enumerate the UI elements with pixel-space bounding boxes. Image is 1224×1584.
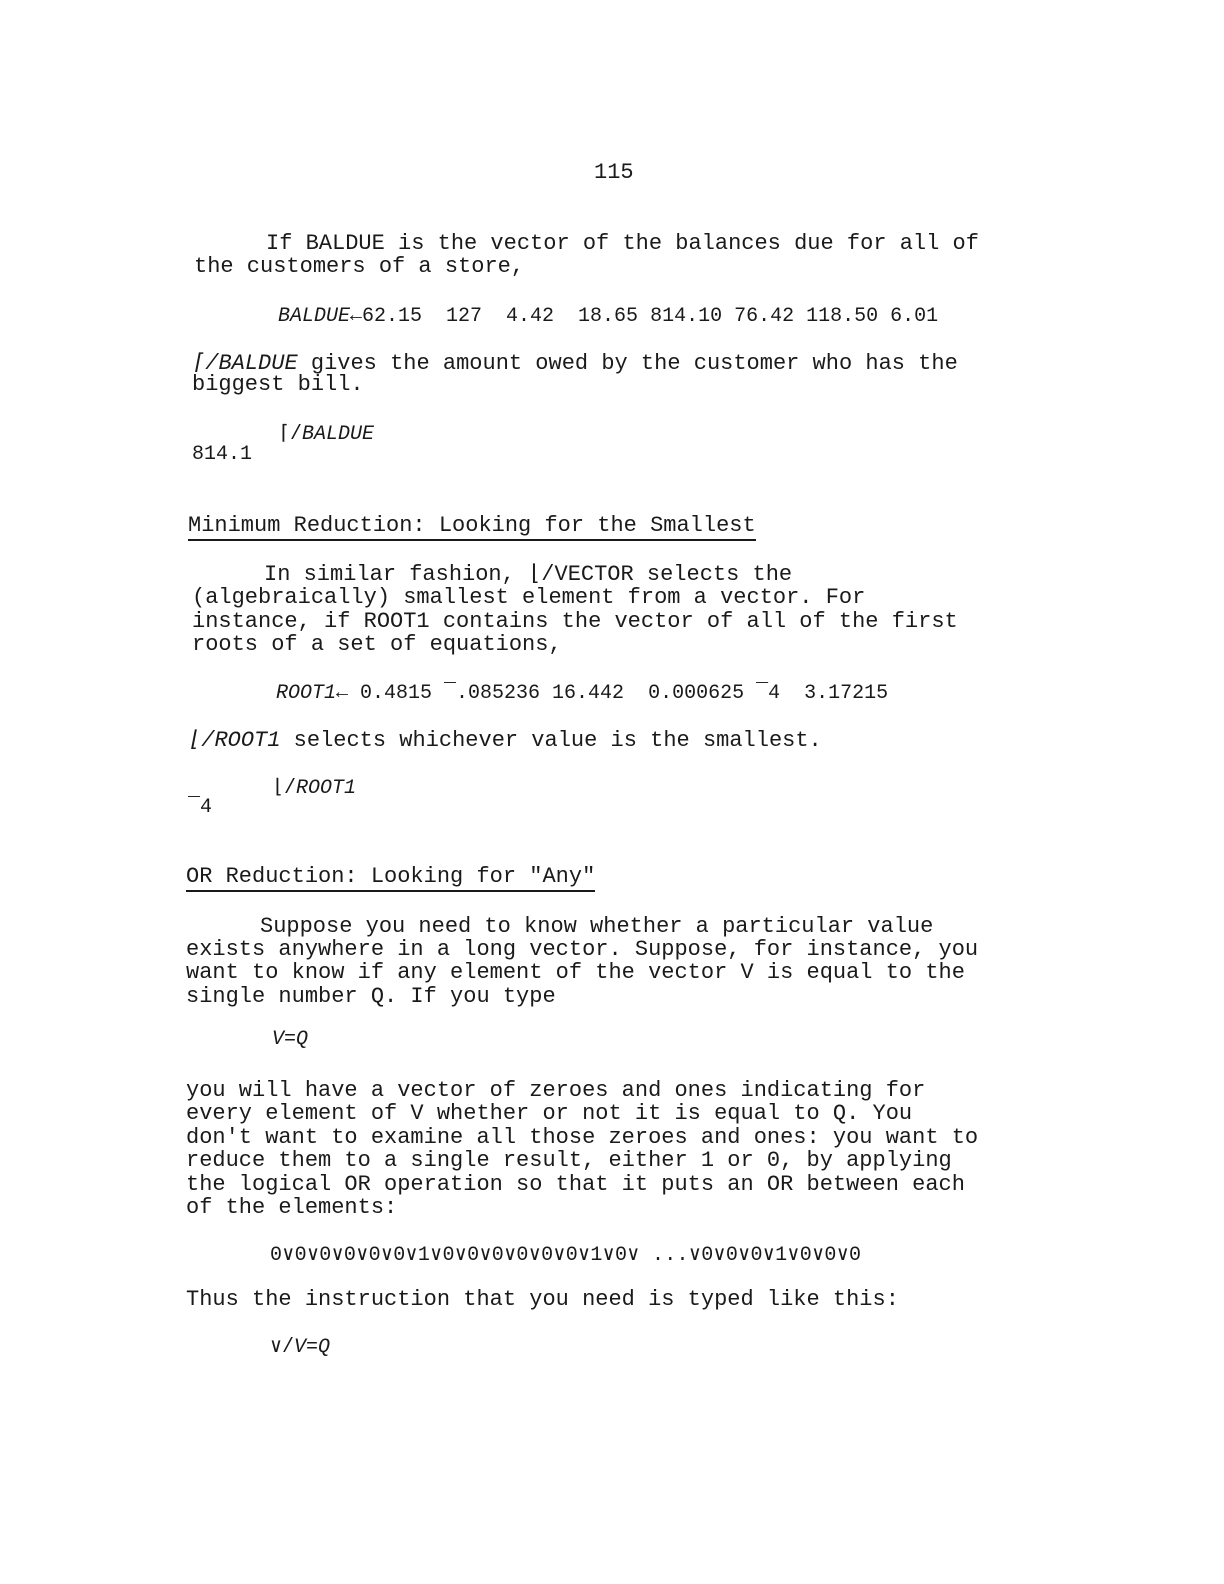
- paragraph-line: the logical OR operation so that it puts an OR between each: [186, 1172, 965, 1197]
- code-var: ROOT1: [276, 682, 337, 705]
- section-heading-or-reduction: OR Reduction: Looking for "Any": [186, 864, 595, 892]
- paragraph-line: you will have a vector of zeroes and ones indicating for: [186, 1078, 926, 1103]
- paragraph-line: In similar fashion, ⌊/VECTOR selects the: [264, 562, 793, 587]
- paragraph-line: Suppose you need to know whether a particular value: [260, 914, 934, 939]
- paragraph-line: want to know if any element of the vector V is equal to the: [186, 960, 965, 985]
- paragraph-line: the customers of a store,: [194, 254, 525, 279]
- paragraph-line: don't want to examine all those zeroes and ones: you want to: [186, 1125, 979, 1150]
- paragraph-line: exists anywhere in a long vector. Suppose, for instance, you: [186, 937, 979, 962]
- paragraph-line: of the elements:: [186, 1195, 398, 1220]
- page-number: 115: [594, 160, 634, 185]
- paragraph-line: [188, 727, 822, 753]
- code-or-chain: 0∨0∨0∨0∨0∨0∨1∨0∨0∨0∨0∨0∨0∨1∨0∨ ...∨0∨0∨0∨1∨0∨0∨0: [270, 1244, 862, 1267]
- code-values: ← 0.4815 ¯.085236 16.442 0.000625 ¯4 3.17215: [336, 682, 889, 705]
- paragraph-line: biggest bill.: [192, 372, 364, 397]
- code-min-expression: [272, 774, 356, 800]
- code-glyph: ∨/: [270, 1336, 295, 1359]
- code-root1-assignment: [276, 682, 888, 705]
- code-glyph: ⌊/: [272, 777, 297, 800]
- paragraph-line: (algebraically) smallest element from a vector. For: [192, 585, 866, 610]
- inline-expr: ⌈/BALDUE: [192, 351, 298, 376]
- inline-text: selects whichever value is the smallest.: [280, 728, 822, 753]
- paragraph-line: roots of a set of equations,: [192, 632, 562, 657]
- code-max-result: 814.1: [192, 443, 253, 466]
- inline-text: gives the amount owed by the customer who has the: [297, 351, 958, 376]
- code-baldue-assignment: [278, 305, 938, 328]
- inline-expr: ⌊/ROOT1: [188, 728, 281, 753]
- section-heading-min-reduction: Minimum Reduction: Looking for the Smallest: [188, 513, 756, 541]
- code-or-expression: [270, 1333, 330, 1359]
- code-min-result: ¯4: [188, 796, 213, 819]
- code-equality-expression: [272, 1028, 308, 1051]
- paragraph-line: single number Q. If you type: [186, 984, 556, 1009]
- code-var: V=Q: [272, 1028, 309, 1051]
- code-max-expression: [278, 420, 374, 446]
- code-var: BALDUE: [302, 423, 375, 446]
- code-var: ROOT1: [296, 777, 357, 800]
- paragraph-line: If BALDUE is the vector of the balances due for all of: [266, 231, 979, 256]
- paragraph-line: reduce them to a single result, either 1 or 0, by applying: [186, 1148, 952, 1173]
- code-values: ←62.15 127 4.42 18.65 814.10 76.42 118.50 6.01: [350, 305, 939, 328]
- code-var: BALDUE: [278, 305, 351, 328]
- code-var: V=Q: [294, 1336, 331, 1359]
- paragraph-line: every element of V whether or not it is equal to Q. You: [186, 1101, 913, 1126]
- code-glyph: ⌈/: [278, 423, 303, 446]
- paragraph-line: instance, if ROOT1 contains the vector of all of the first: [192, 609, 958, 634]
- paragraph-line: Thus the instruction that you need is typed like this:: [186, 1287, 899, 1312]
